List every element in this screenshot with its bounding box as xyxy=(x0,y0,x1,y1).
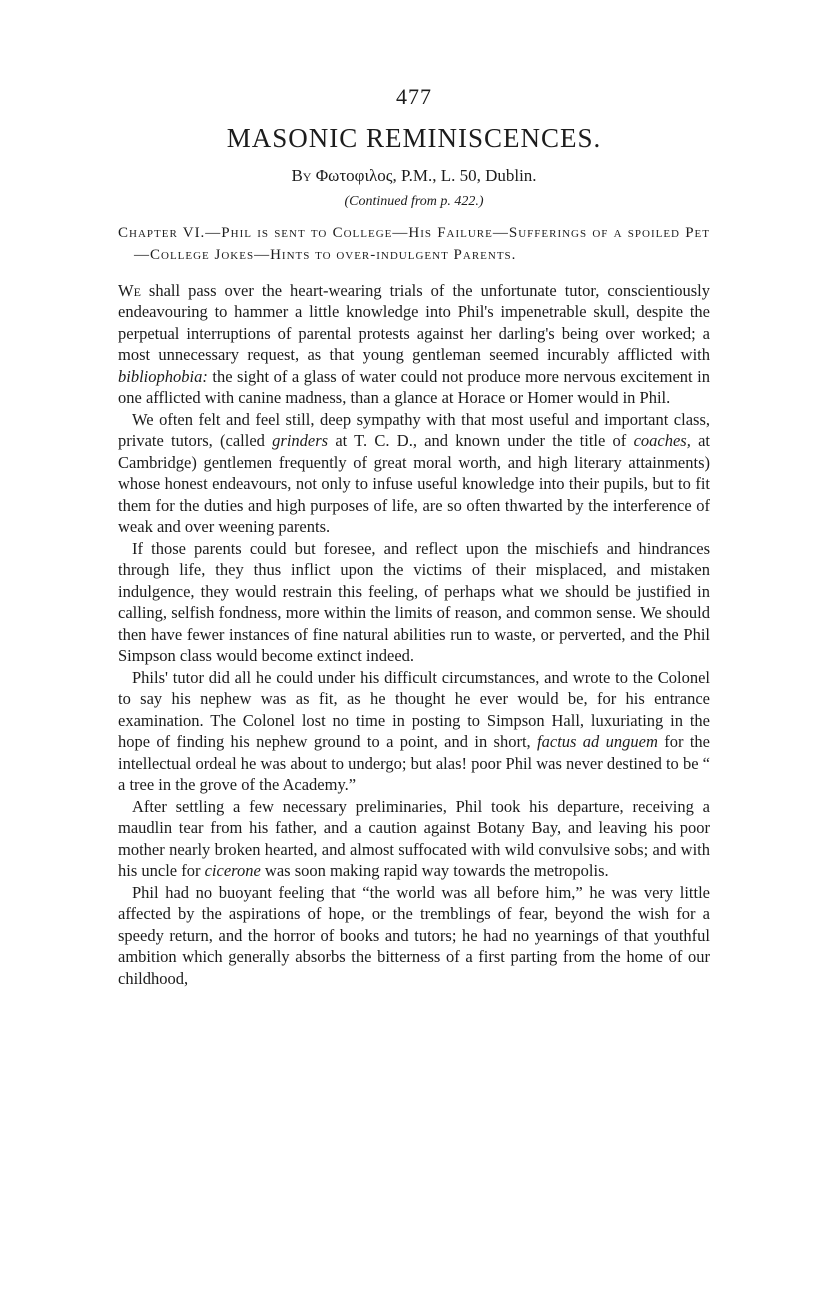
article-body xyxy=(118,280,710,990)
byline-prefix: By xyxy=(291,165,312,185)
paragraph-text: was soon making rapid way towards the metropolis. xyxy=(260,861,609,881)
page-number: 477 xyxy=(396,84,432,109)
italic-term: factus ad unguem xyxy=(537,732,658,752)
paragraph-6 xyxy=(118,882,710,990)
paragraph-text: Phils' tutor did all he could under his difficult circumstances, and wrote to the Colonel to say his nephew was as fit, as he thought he ever would be, for his entrance examination. The Colonel lost no time in posting to Simpson Hall, luxuriating in the hope of finding his nephew ground to a point, and in short, xyxy=(118,667,710,752)
paragraph-text: If those parents could but foresee, and reflect upon the mischiefs and hindrances through life, they thus inflict upon the victims of their misplaced, and mistaken indulgence, they would restrain this feeling, of perhaps what we should be justified in calling, selfish fondness, more within the limits of reason, and common sense. We should then have fewer instances of fine natural abilities run to waste, or perverted, and the Phil Simpson class would become extinct indeed. xyxy=(118,538,710,666)
chapter-heading: Chapter VI.—Phil is sent to College—His Failure—Sufferings of a spoiled Pet—College Jokes—Hints to over-indulgent Parents. xyxy=(118,224,710,263)
continued-note xyxy=(118,194,710,210)
paragraph-text: Phil had no buoyant feeling that “the world was all before him,” he was very little affected by the aspirations of hope, or the tremblings of fear, beyond the wish for a speedy return, and the horror of books and tutors; he had no yearnings of that youthful ambition which generally absorbs the bitterness of a first parting from the home of our childhood, xyxy=(118,882,710,988)
italic-term: bibliophobia: xyxy=(118,366,208,386)
paragraph-text: We often felt and feel still, deep sympathy with that most useful and important class, private tutors, (called xyxy=(118,409,710,451)
paragraph-5 xyxy=(118,796,710,882)
paragraph-1 xyxy=(118,280,710,409)
italic-term: coaches, xyxy=(633,431,691,451)
page xyxy=(118,84,710,989)
italic-term: cicerone xyxy=(204,861,261,881)
italic-term: grinders xyxy=(272,431,329,451)
paragraph-lead-word: We xyxy=(118,280,141,300)
paragraph-2 xyxy=(118,409,710,538)
byline-author: Φωτοφιλος, P.M., L. 50, Dublin. xyxy=(315,165,537,185)
paragraph-text: the sight of a glass of water could not produce more nervous excitement in one afflicted with canine madness, than a glance at Horace or Homer would in Phil. xyxy=(118,366,710,408)
byline xyxy=(118,166,710,186)
paragraph-text: shall pass over the heart-wearing trials of the unfortunate tutor, conscientiously endeavouring to hammer a little knowledge into Phil's impenetrable skull, despite the perpetual interruptions of parental protests against her darling's being over worked; a most unnecessary request, as that young gentleman seemed incurably afflicted with xyxy=(118,280,710,365)
paragraph-text: at T. C. D., and known under the title of xyxy=(328,431,634,451)
paragraph-3 xyxy=(118,538,710,667)
continued-note-text: (Continued from p. 422.) xyxy=(344,193,484,209)
article-title: MASONIC REMINISCENCES. xyxy=(226,123,602,153)
paragraph-text: After settling a few necessary preliminaries, Phil took his departure, receiving a maudlin tear from his father, and a caution against Botany Bay, and leaving his poor mother nearly broken hearted, and almost suffocated with wild convulsive sobs; and with his uncle for xyxy=(118,796,710,881)
paragraph-text: at Cambridge) gentlemen frequently of great moral worth, and high literary attainments) whose honest endeavours, not only to infuse useful knowledge into their pupils, but to fit them for the duties and high purposes of life, are so often thwarted by the interference of weak and over weening parents. xyxy=(118,431,710,537)
paragraph-text: for the intellectual ordeal he was about to undergo; but alas! poor Phil was never destined to be “ a tree in the grove of the Academy.” xyxy=(118,732,710,795)
paragraph-4 xyxy=(118,667,710,796)
